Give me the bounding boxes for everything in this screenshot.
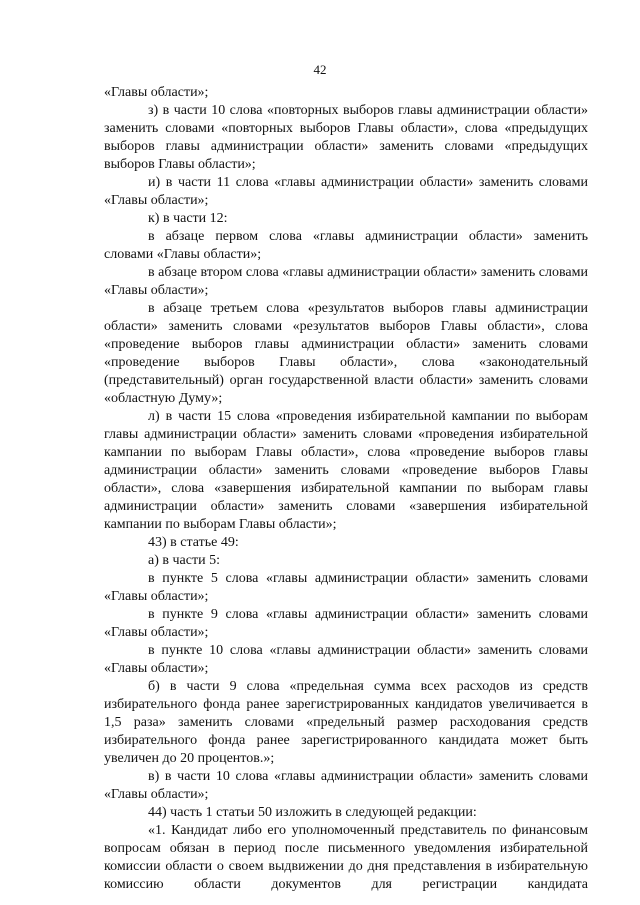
paragraph: в абзаце втором слова «главы администрации области» заменить словами «Главы области»; [104,265,588,298]
paragraph: к) в части 12: [148,211,228,226]
page-number: 42 [313,62,327,77]
document-body [104,84,588,894]
paragraph: в абзаце третьем слова «результатов выборов главы администрации области» заменить словами «результатов выборов Главы области», слова «проведение выборов главы администрации области» заменить словами «проведение выборов Главы области», слова «законодательный (представительный) орган государственной власти области» заменить словами «областную Думу»; [104,301,588,406]
paragraph: в абзаце первом слова «главы администрации области» заменить словами «Главы области»; [104,229,588,262]
paragraph: в пункте 10 слова «главы администрации области» заменить словами «Главы области»; [104,643,588,676]
paragraph: в пункте 9 слова «главы администрации области» заменить словами «Главы области»; [104,607,588,640]
paragraph: 44) часть 1 статьи 50 изложить в следующей редакции: [148,805,477,820]
paragraph: в) в части 10 слова «главы администрации области» заменить словами «Главы области»; [104,769,588,802]
paragraph: «Главы области»; [104,85,209,100]
paragraph: а) в части 5: [148,553,220,568]
paragraph: в пункте 5 слова «главы администрации области» заменить словами «Главы области»; [104,571,588,604]
paragraph: «1. Кандидат либо его уполномоченный представитель по финансовым вопросам обязан в период после письменного уведомления избирательной комиссии области о своем выдвижении до дня представления в избирательную комиссию области документов для регистрации кандидата [104,823,588,892]
paragraph: з) в части 10 слова «повторных выборов главы администрации области» заменить словами «повторных выборов Главы области», слова «предыдущих выборов главы администрации области» заменить словами «предыдущих выборов Главы области»; [104,103,588,172]
paragraph: 43) в статье 49: [148,535,239,550]
paragraph: б) в части 9 слова «предельная сумма всех расходов из средств избирательного фонда ранее зарегистрированных кандидатов увеличивается в 1,5 раза» заменить словами «предельный размер расходования средств избирательного фонда ранее зарегистрированного кандидата может быть увеличен до 20 процентов.»; [104,679,588,766]
paragraph: л) в части 15 слова «проведения избирательной кампании по выборам главы администрации области» заменить словами «проведения избирательной кампании по выборам Главы области», слова «проведение выборов главы администрации области» заменить словами «проведение выборов Главы области», слова «завершения избирательной кампании по выборам главы администрации области» заменить словами «завершения избирательной кампании по выборам Главы области»; [104,409,588,532]
paragraph: и) в части 11 слова «главы администрации области» заменить словами «Главы области»; [104,175,588,208]
